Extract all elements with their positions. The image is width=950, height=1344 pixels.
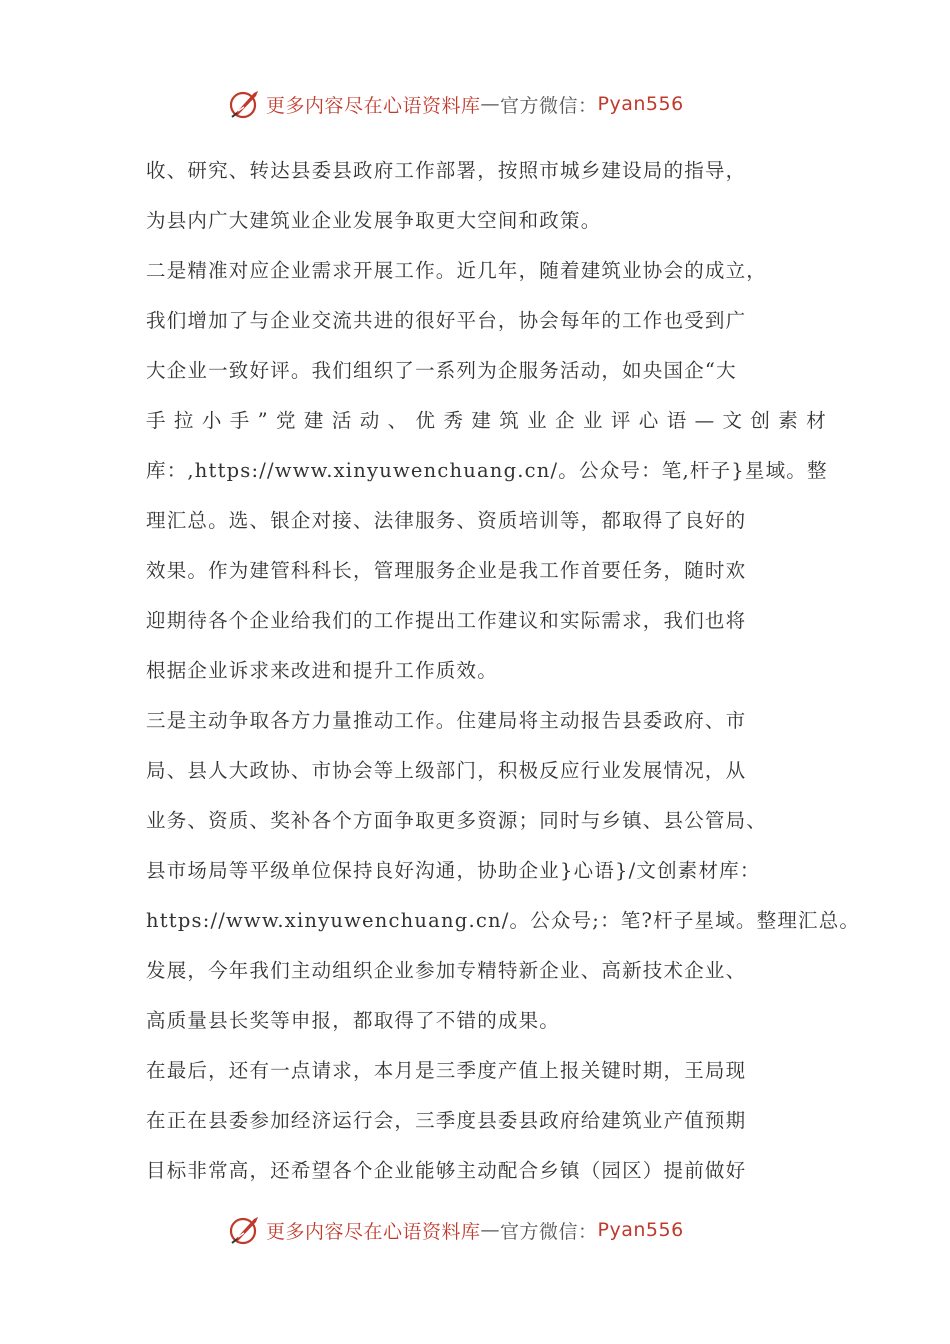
banner-wechat-id: Pyan556 — [597, 93, 684, 115]
text-char: 动 — [359, 409, 380, 432]
header-banner — [228, 86, 728, 122]
text-char: 、 — [387, 409, 408, 432]
text-line: 县市场局等平级单位保持良好沟通，协助企业}心语}/文创素材库： — [146, 859, 761, 882]
text-line: 迎期待各个企业给我们的工作提出工作建议和实际需求，我们也将 — [146, 609, 747, 632]
text-char: 材 — [806, 409, 826, 432]
text-char: 心 — [638, 409, 659, 432]
document-body — [146, 150, 861, 1200]
text-line: 在最后，还有一点请求，本月是三季度产值上报关键时期，王局现 — [146, 1059, 747, 1082]
text-line: https://www.xinyuwenchuang.cn/。公众号;：笔?杆子星域。整理汇总。 — [146, 909, 861, 932]
banner-brand-text: 更多内容尽在心语资料库 — [266, 1220, 481, 1243]
text-line: 业务、资质、奖补各个方面争取更多资源；同时与乡镇、县公管局、 — [146, 809, 768, 832]
footer-banner — [228, 1212, 728, 1248]
text-char: 建 — [303, 409, 324, 432]
text-line: 局、县人大政协、市协会等上级部门，积极反应行业发展情况，从 — [146, 759, 747, 782]
text-char: 小 — [201, 409, 222, 432]
text-line: 发展，今年我们主动组织企业参加专精特新企业、高新技术企业、 — [146, 959, 747, 982]
text-char: 文 — [722, 409, 742, 432]
quill-pen-logo-icon — [228, 1213, 262, 1247]
text-char: 业 — [527, 409, 547, 432]
text-line: 三是主动争取各方力量推动工作。住建局将主动报告县委政府、市 — [146, 709, 747, 732]
text-line: 在正在县委参加经济运行会，三季度县委县政府给建筑业产值预期 — [146, 1109, 747, 1132]
text-char: 评 — [610, 409, 631, 432]
text-char: 拉 — [173, 409, 194, 432]
banner-separator: — — [480, 93, 501, 115]
text-line-justified — [146, 400, 826, 450]
text-char: 语 — [666, 409, 687, 432]
text-char: 创 — [750, 409, 770, 432]
banner-separator: — — [480, 1219, 501, 1241]
text-char: 筑 — [499, 409, 519, 432]
text-char: 业 — [582, 409, 603, 432]
banner-wechat-label: 官方微信： — [500, 94, 598, 117]
text-char: — — [694, 409, 715, 432]
text-line: 库：,https://www.xinyuwenchuang.cn/。公众号：笔,杆子}星域。整 — [146, 459, 828, 482]
text-char: 手 — [229, 409, 250, 432]
text-line: 为县内广大建筑业企业发展争取更大空间和政策。 — [146, 209, 602, 232]
banner-brand-text: 更多内容尽在心语资料库 — [266, 94, 481, 117]
text-line: 目标非常高，还希望各个企业能够主动配合乡镇（园区）提前做好 — [146, 1159, 747, 1182]
text-line: 我们增加了与企业交流共进的很好平台，协会每年的工作也受到广 — [146, 309, 747, 332]
text-char: ” — [257, 409, 268, 432]
banner-wechat-id: Pyan556 — [597, 1219, 684, 1241]
text-line: 理汇总。选、银企对接、法律服务、资质培训等，都取得了良好的 — [146, 509, 747, 532]
text-line: 二是精准对应企业需求开展工作。近几年，随着建筑业协会的成立， — [146, 259, 768, 282]
text-char: 手 — [146, 409, 166, 432]
text-line: 收、研究、转达县委县政府工作部署，按照市城乡建设局的指导， — [146, 159, 747, 182]
quill-pen-logo-icon — [228, 87, 262, 121]
text-char: 优 — [415, 409, 436, 432]
text-char: 建 — [471, 409, 491, 432]
text-char: 活 — [331, 409, 352, 432]
banner-wechat-label: 官方微信： — [500, 1220, 598, 1243]
text-line: 大企业一致好评。我们组织了一系列为企服务活动，如央国企“大 — [146, 359, 737, 382]
text-char: 党 — [276, 409, 296, 432]
text-line: 效果。作为建管科科长，管理服务企业是我工作首要任务，随时欢 — [146, 559, 747, 582]
text-char: 素 — [778, 409, 798, 432]
text-line: 高质量县长奖等申报，都取得了不错的成果。 — [146, 1009, 561, 1032]
text-char: 企 — [555, 409, 575, 432]
text-line: 根据企业诉求来改进和提升工作质效。 — [146, 659, 498, 682]
text-char: 秀 — [443, 409, 463, 432]
